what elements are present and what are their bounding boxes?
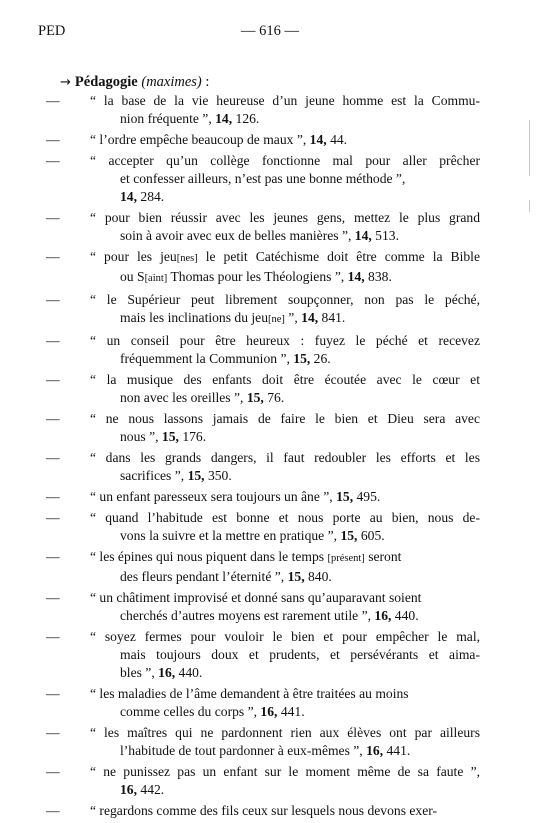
- entry-line: [90, 548, 480, 568]
- entry-line: [90, 527, 480, 545]
- entry-text: sacrifices ”,: [120, 468, 188, 483]
- entry-line: “ ne nous lassons jamais de faire le bien et Dieu sera avec: [90, 411, 480, 426]
- list-item: [40, 248, 480, 288]
- entry-line: [90, 248, 480, 268]
- entry-line: [90, 467, 480, 485]
- list-item: [40, 209, 480, 245]
- entry-line: [90, 664, 480, 682]
- list-item: [40, 685, 480, 721]
- entry-line: [90, 742, 480, 760]
- dash: —: [46, 132, 60, 147]
- dash: —: [46, 590, 60, 605]
- page-ref: 126.: [232, 111, 260, 126]
- entry-text: “ les épines qui nous piquent dans le temps: [90, 549, 328, 564]
- dash: —: [46, 93, 60, 108]
- dash: —: [46, 249, 60, 264]
- volume-number: 16,: [158, 665, 176, 680]
- entry-text: ”,: [284, 310, 302, 325]
- page-header: [38, 22, 502, 42]
- dash: —: [46, 510, 60, 525]
- volume-number: 16,: [260, 704, 278, 719]
- dash: —: [46, 292, 60, 307]
- volume-number: 15,: [246, 390, 264, 405]
- page-ref: 26.: [310, 351, 331, 366]
- volume-number: 14,: [120, 189, 137, 204]
- entry-line: [90, 110, 480, 128]
- heading-colon: :: [201, 74, 210, 90]
- entry-line: “ un conseil pour être heureux : fuyez le péché et recevez: [90, 333, 480, 348]
- page-ref: 441.: [277, 704, 305, 719]
- page-ref: 605.: [357, 528, 385, 543]
- dash: —: [46, 764, 60, 779]
- page-ref: 840.: [304, 569, 332, 584]
- volume-number: 15,: [336, 489, 354, 504]
- entry-text: nion fréquente ”,: [120, 111, 216, 126]
- volume-number: 15,: [287, 569, 305, 584]
- editorial-insertion: [présent]: [327, 553, 365, 564]
- running-head: PED: [38, 23, 66, 39]
- entry-text: vons la suivre et la mettre en pratique ”,: [120, 528, 341, 543]
- heading-title: Pédagogie: [74, 74, 138, 90]
- volume-number: 15,: [293, 351, 311, 366]
- page-ref: 176.: [178, 429, 207, 444]
- dash: —: [46, 489, 60, 504]
- entry-line: “ un châtiment improvisé et donné sans qu’auparavant soient: [90, 590, 422, 605]
- page-ref: 838.: [364, 269, 392, 284]
- entry-text: non avec les oreilles ”,: [120, 390, 247, 405]
- entry-text: mais les inclinations du jeu: [120, 310, 268, 325]
- entry-line: “ soyez fermes pour vouloir le bien et pour empêcher le mal,: [90, 629, 480, 644]
- entry-text: nous ”,: [120, 429, 162, 444]
- entry-line: “ quand l’habitude est bonne et nous porte au bien, nous de-: [90, 510, 480, 525]
- page-ref: 495.: [353, 489, 381, 504]
- volume-number: 14,: [354, 228, 372, 243]
- volume-number: 15,: [340, 528, 358, 543]
- list-item: [40, 802, 480, 820]
- entry-line: [90, 227, 480, 245]
- volume-number: 14,: [215, 111, 233, 126]
- page-ref: 350.: [204, 468, 232, 483]
- entry-line: [90, 350, 480, 368]
- volume-number: 14,: [301, 310, 319, 325]
- list-item: [40, 589, 480, 625]
- entry-line: [90, 428, 480, 446]
- page-ref: 513.: [371, 228, 399, 243]
- entry-line: [90, 389, 480, 407]
- entry-line: [90, 488, 480, 506]
- entry-line: “ accepter qu’un collège fonctionne mal pour aller prêcher: [90, 153, 480, 168]
- entry-line: “ le Supérieur peut librement soupçonner, non pas le péché,: [90, 292, 480, 307]
- entry-text: seront: [364, 549, 402, 564]
- entry-line: “ la musique des enfants doit être écoutée avec le cœur et: [90, 372, 480, 387]
- heading-subtitle: (maximes): [141, 74, 202, 90]
- entry-line: “ regardons comme des fils ceux sur lesquels nous devons exer-: [90, 803, 438, 818]
- list-item: [40, 332, 480, 368]
- entry-line: “ pour bien réussir avec les jeunes gens, mettez le plus grand: [90, 210, 480, 225]
- entry-text: Thomas pour les Théologiens ”,: [167, 269, 348, 284]
- dash: —: [46, 210, 60, 225]
- entry-text: bles ”,: [120, 665, 159, 680]
- entry-text: cherchés d’autres moyens est rarement utile ”,: [120, 608, 375, 623]
- entry-text: comme celles du corps ”,: [120, 704, 261, 719]
- dash: —: [46, 803, 60, 818]
- volume-number: 14,: [347, 269, 365, 284]
- entry-line: “ dans les grands dangers, il faut redoubler les efforts et les: [90, 450, 480, 465]
- list-item: [40, 724, 480, 760]
- volume-number: 15,: [161, 429, 179, 444]
- list-item: [40, 291, 480, 329]
- list-item: [40, 371, 480, 407]
- entry-text: ou S: [120, 269, 145, 284]
- dash: —: [46, 411, 60, 426]
- page-ref: 441.: [383, 743, 411, 758]
- entry-line: “ les maladies de l’âme demandent à être traitées au moins: [90, 686, 409, 701]
- entry-line: [90, 268, 480, 288]
- entry-line: [90, 188, 480, 206]
- entry-line: [90, 703, 480, 721]
- entry-line: [90, 309, 480, 329]
- editorial-insertion: [nes]: [176, 253, 198, 264]
- page-ref: 442.: [137, 782, 165, 797]
- list-item: [40, 92, 480, 128]
- entry-line: “ la base de la vie heureuse d’un jeune homme est la Commu-: [90, 93, 480, 108]
- page-ref: 284.: [137, 189, 165, 204]
- dash: —: [46, 725, 60, 740]
- entry-heading: [60, 73, 209, 92]
- list-item: [40, 131, 480, 149]
- volume-number: 16,: [120, 782, 137, 797]
- page-ref: 841.: [318, 310, 346, 325]
- list-item: [40, 628, 480, 682]
- entry-text: “ un enfant paresseux sera toujours un âne ”,: [90, 489, 337, 504]
- volume-number: 16,: [366, 743, 384, 758]
- arrow-icon: →: [60, 75, 71, 90]
- editorial-insertion: [ne]: [268, 314, 285, 325]
- entry-line: [90, 568, 480, 586]
- entry-line: mais toujours doux et prudents, et persévérants et aima-: [120, 647, 480, 662]
- entry-text: des fleurs pendant l’éternité ”,: [120, 569, 288, 584]
- dash: —: [46, 450, 60, 465]
- maxims-list: [40, 92, 480, 823]
- dash: —: [46, 549, 60, 564]
- margin-mark: [529, 200, 530, 212]
- volume-number: 15,: [187, 468, 205, 483]
- list-item: [40, 763, 480, 799]
- list-item: [40, 488, 480, 506]
- dash: —: [46, 372, 60, 387]
- volume-number: 14,: [309, 132, 327, 147]
- entry-line: [90, 131, 480, 149]
- entry-line: “ ne punissez pas un enfant sur le moment même de sa faute ”,: [90, 764, 480, 779]
- editorial-insertion: [aint]: [144, 273, 168, 284]
- entry-text: fréquemment la Communion ”,: [120, 351, 294, 366]
- list-item: [40, 152, 480, 206]
- margin-mark: [529, 120, 530, 176]
- entry-text: le petit Catéchisme doit être comme la Bible: [197, 249, 480, 264]
- page-ref: 440.: [391, 608, 419, 623]
- entry-line: [90, 781, 480, 799]
- list-item: [40, 548, 480, 586]
- page-number: — 616 —: [241, 23, 299, 39]
- volume-number: 16,: [374, 608, 392, 623]
- entry-line: et confesser ailleurs, n’est pas une bonne méthode ”,: [120, 171, 406, 186]
- entry-text: l’habitude de tout pardonner à eux-mêmes ”,: [120, 743, 367, 758]
- page-ref: 44.: [326, 132, 348, 147]
- entry-text: soin à avoir avec eux de belles manières ”,: [120, 228, 355, 243]
- entry-line: “ les maîtres qui ne pardonnent rien aux élèves ont par ailleurs: [90, 725, 480, 740]
- list-item: [40, 449, 480, 485]
- page-ref: 76.: [263, 390, 285, 405]
- dash: —: [46, 629, 60, 644]
- list-item: [40, 410, 480, 446]
- dash: —: [46, 153, 60, 168]
- entry-text: “ pour les jeu: [90, 249, 177, 264]
- entry-line: [90, 607, 480, 625]
- dash: —: [46, 686, 60, 701]
- entry-text: “ l’ordre empêche beaucoup de maux ”,: [90, 132, 310, 147]
- page-ref: 440.: [175, 665, 203, 680]
- dash: —: [46, 333, 60, 348]
- list-item: [40, 509, 480, 545]
